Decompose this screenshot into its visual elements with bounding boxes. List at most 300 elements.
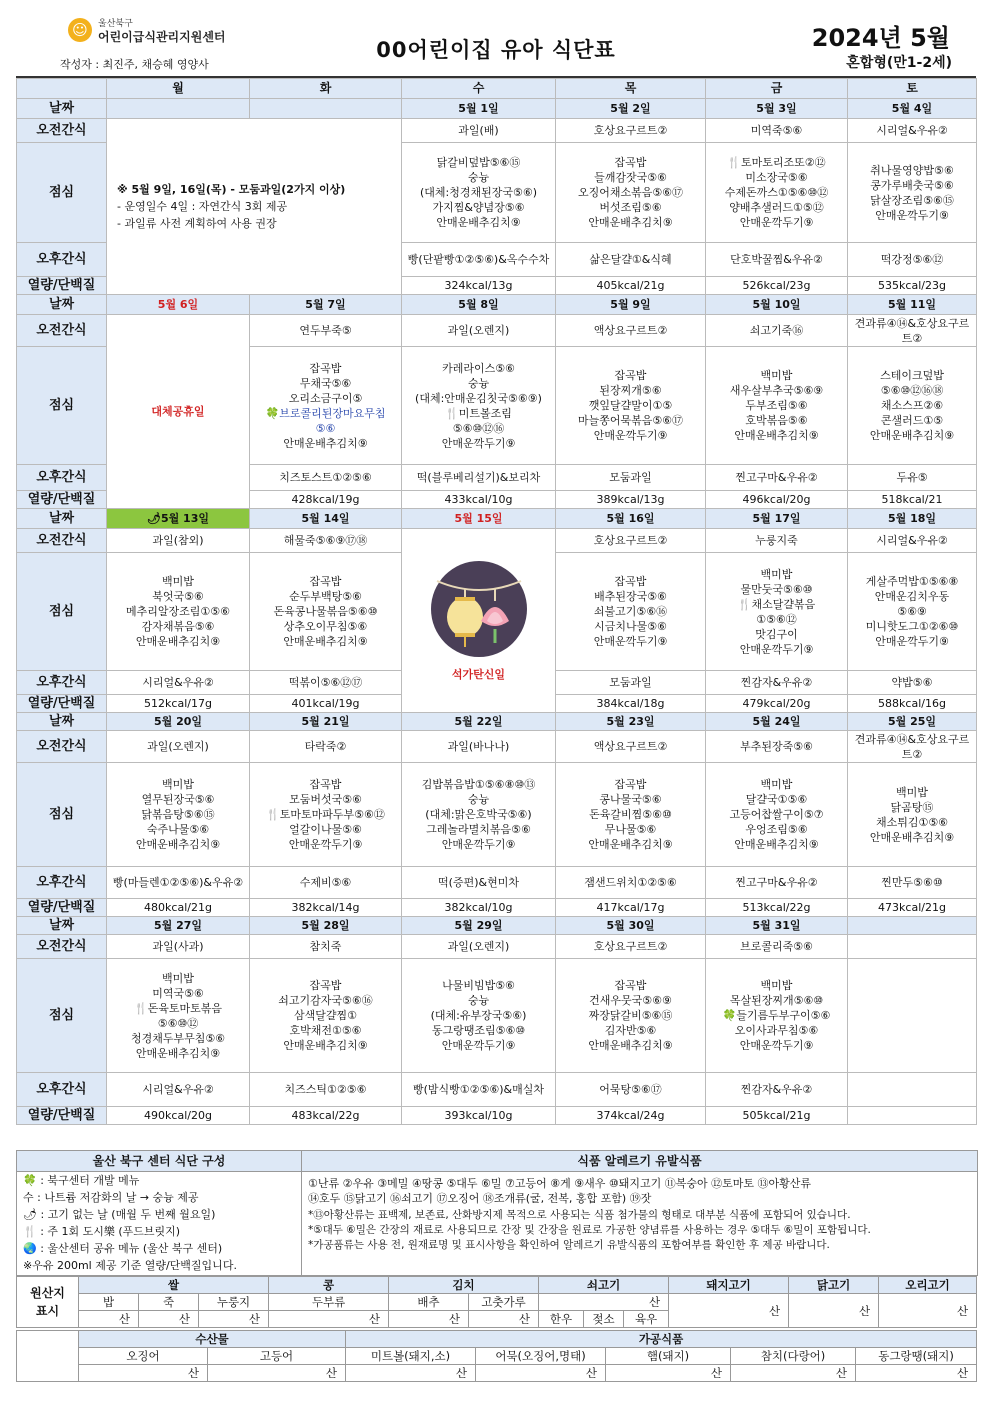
week5-lunch-row [17, 959, 977, 1073]
lunch-item: 안매운깍두기⑨ [593, 635, 668, 648]
lunch-item: (대체:맑은호박국⑤⑥) [425, 808, 532, 821]
pm-snack: 시리얼&우유② [107, 1073, 250, 1107]
kcal-cell: 513kcal/22g [706, 899, 848, 917]
origin-sub: 죽 [139, 1294, 199, 1311]
lunch-item: 시금치나물⑤⑥ [594, 620, 667, 633]
row-label-kcal: 열량/단백질 [17, 695, 107, 713]
legend-line: 수 : 나트륨 저감화의 날 → 숭늉 제공 [23, 1191, 199, 1204]
kcal-cell: 505kcal/21g [706, 1107, 848, 1125]
date-cell: 5월 4일 [848, 99, 977, 119]
row-label-kcal: 열량/단백질 [17, 1107, 107, 1125]
lunch-item: 쇠불고기⑤⑥⑯ [593, 605, 668, 618]
lunch-cell [556, 959, 706, 1073]
logo-subtitle: 울산북구 [98, 19, 133, 29]
am-snack: 연두부죽⑤ [250, 315, 402, 347]
day-fri: 금 [706, 79, 848, 99]
lunch-item: 안매운배추김치⑨ [588, 838, 673, 851]
origin-sub: 한우 [539, 1311, 584, 1328]
lunch-item: 🍴토마토리조또②⑫ [727, 156, 826, 169]
kcal-cell: 374kcal/24g [556, 1107, 706, 1125]
lunch-item: 무나물⑤⑥ [604, 823, 657, 836]
legend-line: 🌏 : 울산센터 공유 메뉴 (울산 북구 센터) [23, 1242, 223, 1255]
kcal-cell: 324kcal/13g [402, 277, 556, 295]
lunch-item: 짜장닭갈비⑤⑥⑮ [588, 1009, 673, 1022]
lunch-cell [250, 347, 402, 465]
pm-snack: 모둠과일 [556, 671, 706, 695]
row-label-kcal: 열량/단백질 [17, 899, 107, 917]
lunch-item: 모둠버섯국⑤⑥ [289, 793, 362, 806]
week5-pm-row [17, 1073, 977, 1107]
lunch-item: 안매운배추김치⑨ [283, 1039, 368, 1052]
lunch-item: 청경채두부무침⑤⑥ [130, 1031, 226, 1045]
origin-value: 산 [208, 1365, 346, 1382]
lunch-item: 카레라이스⑤⑥ [442, 361, 515, 375]
origin-group: 돼지고기 [669, 1277, 789, 1294]
lunch-item: 돈육갈비찜⑤⑥⑩ [589, 808, 672, 821]
lunch-item: (대체:청경채된장국⑤⑥) [419, 186, 538, 199]
date-cell: 5월 27일 [107, 917, 250, 935]
lunch-item: 안매운깍두기⑨ [288, 838, 363, 851]
origin-table-2 [16, 1330, 977, 1382]
day-thu: 목 [556, 79, 706, 99]
lunch-item: 백미밥 [760, 778, 793, 791]
date-cell [107, 99, 250, 119]
origin2-item-row [17, 1348, 977, 1365]
date-cell-holiday: 5월 15일 [402, 509, 556, 529]
lunch-cell [107, 959, 250, 1073]
lunch-item: 안매운깍두기⑨ [875, 635, 949, 648]
row-label-date: 날짜 [17, 295, 107, 315]
lunch-item: 메추리알장조림①⑤⑥ [126, 605, 230, 618]
pm-snack: 수제비⑤⑥ [250, 867, 402, 899]
date-cell: 5월 2일 [556, 99, 706, 119]
day-mon: 월 [107, 79, 250, 99]
lunch-item: ⑤⑥ [315, 421, 336, 435]
origin-value: 산 [539, 1294, 669, 1311]
pm-snack: 어묵탕⑤⑥⑰ [556, 1073, 706, 1107]
origin-group: 쌀 [79, 1277, 269, 1294]
lunch-item: 안매운배추김치⑨ [588, 1039, 673, 1052]
origin2-item: 미트볼(돼지,소) [346, 1348, 476, 1365]
am-snack: 해물죽⑤⑥⑨⑰⑱ [250, 529, 402, 553]
origin2-item: 고등어 [208, 1348, 346, 1365]
menu-composition-legend [17, 1151, 302, 1275]
menu-table [16, 78, 977, 1125]
pm-snack: 두유⑤ [848, 465, 977, 491]
am-snack: 과일(사과) [107, 935, 250, 959]
origin-table [16, 1276, 977, 1328]
origin-value: 산 [669, 1294, 789, 1328]
lunch-item: 닭볶음탕⑤⑥⑮ [141, 808, 215, 821]
row-label-am: 오전간식 [17, 731, 107, 763]
allergy-legend [302, 1151, 977, 1275]
lunch-item: 잡곡밥 [614, 369, 647, 382]
date-cell: 5월 29일 [402, 917, 556, 935]
kcal-cell: 417kcal/17g [556, 899, 706, 917]
origin2-item: 동그랑땡(돼지) [856, 1348, 977, 1365]
lunch-item: 채소스프②⑥ [880, 399, 944, 412]
origin-sub: 고춧가루 [469, 1294, 539, 1311]
date-cell: 5월 14일 [250, 509, 402, 529]
kcal-cell: 384kcal/18g [556, 695, 706, 713]
lunch-item: 🍴채소달걀볶음 [737, 597, 816, 611]
logo-title: 어린이급식관리지원센터 [98, 30, 226, 44]
row-label-lunch: 점심 [17, 347, 107, 465]
lunch-cell [848, 553, 977, 671]
date-cell: 5월 11일 [848, 295, 977, 315]
lunch-item: 김밥볶음밥①⑤⑥⑧⑩⑬ [421, 778, 536, 791]
lunch-item: 물만둣국⑤⑥⑩ [740, 582, 813, 596]
origin-value: 산 [879, 1294, 977, 1328]
lunch-item: 들깨감잣국⑤⑥ [594, 171, 667, 184]
allergy-note: *가공품류는 사용 전, 원재료명 및 표시사항을 확인하여 알레르기 유발식품의 포함여부를 확인한 후 제공 바랍니다. [308, 1239, 830, 1251]
pm-snack: 떡강정⑤⑥⑫ [848, 243, 977, 277]
lunch-item: 🍴돈육토마토볶음 [133, 1001, 223, 1015]
lunch-item: 가지찜&양념장⑤⑥ [432, 201, 525, 214]
lunch-item: 안매운깍두기⑨ [739, 642, 814, 656]
seafood-group: 수산물 [79, 1331, 346, 1348]
row-label-pm: 오후간식 [17, 1073, 107, 1107]
allergy-list [302, 1172, 977, 1208]
lunch-item: 잡곡밥 [309, 361, 342, 375]
lunch-item: 안매운배추김치⑨ [436, 216, 521, 229]
row-label-lunch: 점심 [17, 763, 107, 867]
origin-sub-row [17, 1294, 977, 1311]
am-snack: 액상요구르트② [556, 731, 706, 763]
kcal-cell: 382kcal/10g [402, 899, 556, 917]
lunch-item: 숭늉 [467, 793, 490, 806]
week4-am-row [17, 731, 977, 763]
pm-snack: 떡볶이⑤⑥⑫⑰ [250, 671, 402, 695]
week3-date-row [17, 509, 977, 529]
am-snack: 과일(참외) [107, 529, 250, 553]
date-cell: 5월 20일 [107, 713, 250, 731]
lunch-item: 미역국⑤⑥ [152, 986, 204, 1000]
lunch-item: ⑤⑥⑨ [897, 605, 927, 618]
lunch-cell [706, 959, 848, 1073]
origin-value: 산 [269, 1311, 389, 1328]
date-cell: 5월 31일 [706, 917, 848, 935]
pm-snack: 빵(단팥빵①②⑤⑥)&옥수수차 [402, 243, 556, 277]
lunch-item: 게살주먹밥①⑤⑥⑧ [865, 575, 959, 588]
lunch-item: 오이사과무침⑤⑥ [734, 1024, 819, 1037]
author: 작성자 : 최진주, 채승혜 영양사 [60, 58, 209, 71]
lunch-cell [556, 347, 706, 465]
legend-section [16, 1150, 978, 1276]
lunch-item: 새우살부추국⑤⑥⑨ [729, 384, 824, 397]
origin2-label-spacer [17, 1331, 79, 1382]
date-cell: 5월 18일 [848, 509, 977, 529]
lunch-item: (대체:유부장국⑤⑥) [430, 1009, 527, 1022]
am-snack: 타락죽② [250, 731, 402, 763]
row-label-am: 오전간식 [17, 119, 107, 143]
am-snack: 과일(오렌지) [402, 935, 556, 959]
lunch-item: 잡곡밥 [309, 778, 342, 791]
allergy-list-line: ⑭호두 ⑮닭고기 ⑯쇠고기 ⑰오징어 ⑱조개류(굴, 전복, 홍합 포함) ⑲잣 [308, 1192, 652, 1205]
lunch-item: 북엇국⑤⑥ [152, 590, 204, 603]
lunch-item: 취나물영양밥⑤⑥ [870, 163, 954, 177]
date-cell: 5월 3일 [706, 99, 848, 119]
lunch-item: 🍴토마토마파두부⑤⑥⑫ [266, 808, 385, 821]
kcal-cell: 588kcal/16g [848, 695, 977, 713]
date-cell: 5월 28일 [250, 917, 402, 935]
pm-snack: 치즈토스트①②⑤⑥ [250, 465, 402, 491]
date-cell: 5월 23일 [556, 713, 706, 731]
lunch-item: 얼갈이나물⑤⑥ [289, 823, 362, 836]
lunch-item: 삼색달걀찜① [294, 1009, 357, 1022]
lunch-item: 채소튀김①⑤⑥ [875, 815, 949, 829]
pm-snack: 빵(밤식빵①②⑤⑥)&매실차 [402, 1073, 556, 1107]
lunch-item: 잡곡밥 [309, 979, 342, 992]
row-label-lunch: 점심 [17, 143, 107, 243]
row-label-pm: 오후간식 [17, 243, 107, 277]
logo-smile-icon: ☺ [68, 18, 92, 42]
lunch-cell [556, 763, 706, 867]
lunch-item: 콘샐러드①⑤ [880, 414, 944, 427]
week1-am-row [17, 119, 977, 143]
origin2-item: 참치(다랑어) [731, 1348, 856, 1365]
kcal-cell: 512kcal/17g [107, 695, 250, 713]
row-label-kcal: 열량/단백질 [17, 491, 107, 509]
origin-value: 산 [469, 1311, 539, 1328]
allergy-title: 식품 알레르기 유발식품 [302, 1151, 977, 1172]
lunch-item: 호박채전①⑤⑥ [289, 1024, 362, 1037]
origin-sub: 밥 [79, 1294, 139, 1311]
lunch-cell [402, 347, 556, 465]
origin-sub: 누룽지 [199, 1294, 269, 1311]
am-snack: 견과류④⑭&호상요구르트② [848, 315, 977, 347]
lunch-item: 순두부백탕⑤⑥ [289, 590, 362, 603]
row-label-kcal: 열량/단백질 [17, 277, 107, 295]
week4-lunch-row [17, 763, 977, 867]
am-snack: 브로콜리죽⑤⑥ [706, 935, 848, 959]
origin-group: 콩 [269, 1277, 389, 1294]
lunch-item: 안매운깍두기⑨ [441, 1039, 516, 1052]
kcal-cell: 405kcal/21g [556, 277, 706, 295]
kcal-cell: 496kcal/20g [706, 491, 848, 509]
lunch-item: 상추오이무침⑤⑥ [283, 620, 368, 633]
lunch-cell [848, 143, 977, 243]
lunch-item: 마늘쫑어묵볶음⑤⑥⑰ [577, 414, 684, 427]
lunch-item: 🍀들기름두부구이⑤⑥ [722, 1009, 831, 1022]
row-label-date: 날짜 [17, 917, 107, 935]
pm-snack: 찐감자&우유② [706, 671, 848, 695]
lunch-cell [250, 959, 402, 1073]
kcal-cell: 428kcal/19g [250, 491, 402, 509]
origin2-item: 어묵(오징어,명태) [476, 1348, 606, 1365]
origin-group: 쇠고기 [539, 1277, 669, 1294]
lunch-item: 백미밥 [162, 971, 194, 985]
lunch-item: 수제돈까스①⑤⑥⑩⑫ [724, 186, 829, 199]
lunch-item: 안매운깍두기⑨ [739, 1039, 814, 1052]
am-snack: 액상요구르트② [556, 315, 706, 347]
lunch-cell [107, 763, 250, 867]
row-label-date: 날짜 [17, 713, 107, 731]
origin-group: 김치 [389, 1277, 539, 1294]
lunch-item: 안매운배추김치⑨ [734, 429, 819, 442]
origin-value: 산 [139, 1311, 199, 1328]
date-cell: 5월 16일 [556, 509, 706, 529]
lunch-item: 동그랑땡조림⑤⑥⑩ [431, 1024, 526, 1037]
lunch-item: 안매운배추김치⑨ [135, 838, 221, 851]
lunch-item: 된장찌개⑤⑥ [599, 384, 662, 397]
am-snack: 과일(바나나) [402, 731, 556, 763]
buddha-birthday-cell [402, 529, 556, 713]
lunch-item: 미소장국⑤⑥ [745, 171, 808, 184]
lunch-cell [706, 553, 848, 671]
kcal-cell: 393kcal/10g [402, 1107, 556, 1125]
pm-snack: 치즈스틱①②⑤⑥ [250, 1073, 402, 1107]
notice-line: ※ 5월 9일, 16일(목) - 모둠과일(2가지 이상) [117, 183, 346, 196]
legend-line: 🍴 : 주 1회 도시樂 (푸드브릿지) [23, 1225, 181, 1238]
lunch-item: 나물비빔밥⑤⑥ [442, 979, 515, 992]
lunch-item: 안매운깍두기⑨ [441, 436, 516, 450]
lunch-item: 잡곡밥 [614, 778, 647, 791]
week5-am-row [17, 935, 977, 959]
week4-date-row [17, 713, 977, 731]
lunch-item: 돈육콩나물볶음⑤⑥⑩ [273, 605, 378, 618]
lotus-lantern-icon [429, 559, 529, 659]
origin-value: 산 [79, 1311, 139, 1328]
kcal-cell: 382kcal/14g [250, 899, 402, 917]
week2-date-row [17, 295, 977, 315]
pm-snack: 삶은달걀①&식혜 [556, 243, 706, 277]
lunch-cell [556, 143, 706, 243]
lunch-item: 안매운배추김치⑨ [588, 216, 673, 229]
lunch-item: 우엉조림⑤⑥ [745, 823, 808, 836]
lunch-item: 안매운배추김치⑨ [283, 635, 368, 648]
row-label-pm: 오후간식 [17, 465, 107, 491]
am-snack: 과일(오렌지) [402, 315, 556, 347]
holiday-substitute: 대체공휴일 [107, 315, 250, 509]
lunch-item: 안매운배추김치⑨ [869, 429, 955, 442]
kcal-cell: 490kcal/20g [107, 1107, 250, 1125]
date-cell [250, 99, 402, 119]
week1-date-row [17, 99, 977, 119]
am-snack [848, 935, 977, 959]
row-label-am: 오전간식 [17, 529, 107, 553]
pm-snack: 떡(증편)&현미차 [402, 867, 556, 899]
lunch-item: 미니핫도그①②⑥⑩ [865, 620, 959, 633]
row-label-pm: 오후간식 [17, 867, 107, 899]
day-wed: 수 [402, 79, 556, 99]
pm-snack: 잼샌드위치①②⑤⑥ [556, 867, 706, 899]
origin-group: 오리고기 [879, 1277, 977, 1294]
lunch-item: 안매운김치우동 [874, 590, 950, 603]
origin-value: 산 [731, 1365, 856, 1382]
kcal-cell: 526kcal/23g [706, 277, 848, 295]
lunch-item: 감자채볶음⑤⑥ [141, 620, 215, 633]
kcal-cell [848, 1107, 977, 1125]
menu-type: 혼합형(만1-2세) [846, 55, 952, 71]
row-label-am: 오전간식 [17, 315, 107, 347]
origin-value: 산 [199, 1311, 269, 1328]
center-logo [68, 14, 258, 48]
lunch-item: 양배추샐러드①⑤⑫ [729, 201, 824, 214]
origin-group-row [17, 1277, 977, 1294]
lunch-item: 고등어찹쌀구이⑤⑦ [729, 808, 824, 821]
year-month: 2024년 5월 [811, 24, 950, 52]
lunch-item: ⑤⑥⑩⑫ [157, 1016, 199, 1030]
holiday-buddha: 석가탄신일 [451, 668, 506, 681]
lunch-item: 백미밥 [162, 575, 194, 588]
pm-snack [848, 1073, 977, 1107]
origin-value: 산 [606, 1365, 731, 1382]
origin2-group-row [17, 1331, 977, 1348]
origin-group: 닭고기 [789, 1277, 879, 1294]
lunch-item: 잡곡밥 [309, 575, 342, 588]
origin2-item: 오징어 [79, 1348, 208, 1365]
kcal-cell: 401kcal/19g [250, 695, 402, 713]
origin-value: 산 [476, 1365, 606, 1382]
lunch-item: 무채국⑤⑥ [299, 376, 352, 390]
pm-snack: 빵(마들렌①②⑤⑥)&우유② [107, 867, 250, 899]
pm-snack: 찐감자&우유② [706, 1073, 848, 1107]
date-cell: 5월 1일 [402, 99, 556, 119]
lunch-cell [706, 143, 848, 243]
lunch-cell [250, 553, 402, 671]
origin-value: 산 [79, 1365, 208, 1382]
origin-sub: 두부류 [269, 1294, 389, 1311]
row-label-date: 날짜 [17, 99, 107, 119]
date-cell: 5월 10일 [706, 295, 848, 315]
lunch-item: 안매운깍두기⑨ [593, 429, 668, 442]
am-snack: 시리얼&우유② [848, 119, 977, 143]
lunch-item: 안매운배추김치⑨ [283, 436, 368, 450]
notice-cell [107, 119, 402, 295]
lunch-cell [556, 553, 706, 671]
am-snack: 참치죽 [250, 935, 402, 959]
week4-kcal-row [17, 899, 977, 917]
row-label-date: 날짜 [17, 509, 107, 529]
lunch-item: 맛김구이 [755, 627, 798, 641]
pm-snack: 모둠과일 [556, 465, 706, 491]
lunch-cell [848, 959, 977, 1073]
origin-label: 원산지 표시 [17, 1277, 79, 1328]
am-snack: 호상요구르트② [556, 935, 706, 959]
lunch-cell [706, 347, 848, 465]
date-cell: 5월 25일 [848, 713, 977, 731]
pepper-icon: 🌶 [146, 512, 161, 525]
lunch-item: 잡곡밥 [614, 575, 647, 588]
am-snack: 견과류④⑭&호상요구르트② [848, 731, 977, 763]
lunch-item: 숭늉 [467, 171, 490, 184]
lunch-item: 안매운배추김치⑨ [869, 830, 955, 844]
lunch-cell [402, 143, 556, 243]
lunch-item: 스테이크덮밥 [880, 369, 944, 382]
day-sat: 토 [848, 79, 977, 99]
pm-snack: 약밥⑤⑥ [848, 671, 977, 695]
pm-snack: 찐고구마&우유② [706, 465, 848, 491]
date-cell: 5월 21일 [250, 713, 402, 731]
legend-line: 🍀 : 북구센터 개발 메뉴 [23, 1174, 140, 1187]
am-snack: 부추된장죽⑤⑥ [706, 731, 848, 763]
lunch-item: 목살된장찌개⑤⑥⑩ [729, 994, 824, 1007]
notice-line: - 과일류 사전 계획하여 사용 권장 [117, 217, 277, 230]
legend-line: 🌶 : 고기 없는 날 (매월 두 번째 월요일) [23, 1208, 216, 1221]
processed-group: 가공식품 [346, 1331, 977, 1348]
lunch-item: ①⑤⑥⑫ [756, 612, 797, 626]
row-label-am: 오전간식 [17, 935, 107, 959]
pm-snack: 단호박꿀찜&우유② [706, 243, 848, 277]
lunch-item: 잡곡밥 [614, 156, 647, 169]
lunch-item: 두부조림⑤⑥ [745, 399, 808, 412]
day-tue: 화 [250, 79, 402, 99]
lunch-cell [848, 763, 977, 867]
kcal-cell: 480kcal/21g [107, 899, 250, 917]
pm-snack: 떡(블루베리설기)&보리차 [402, 465, 556, 491]
lunch-cell [250, 763, 402, 867]
